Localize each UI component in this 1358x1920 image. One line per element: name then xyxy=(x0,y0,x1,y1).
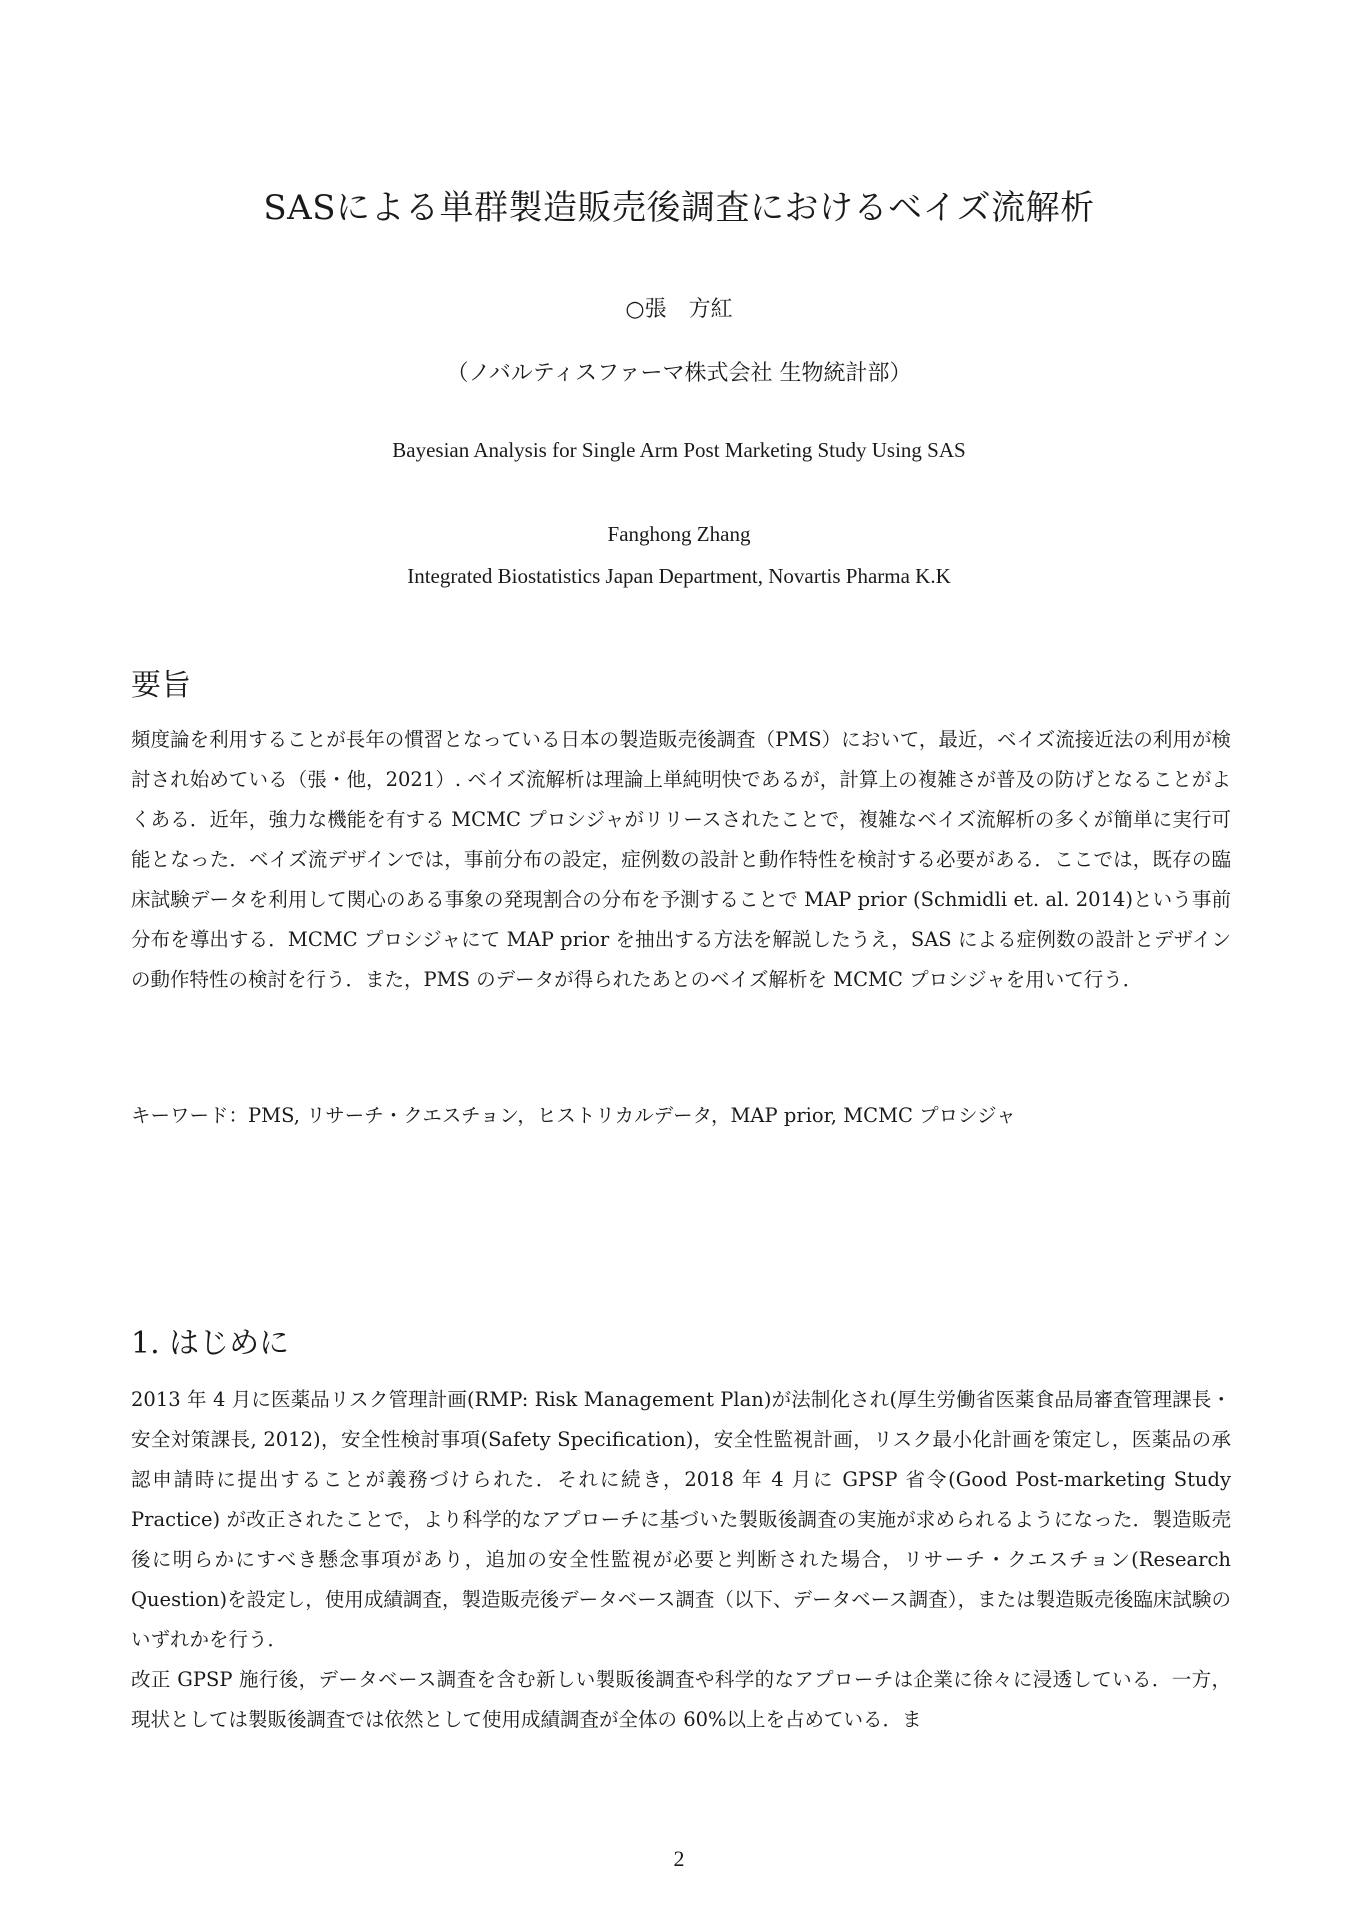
abstract-heading: 要旨 xyxy=(131,668,191,703)
intro-heading: 1. はじめに xyxy=(131,1326,290,1361)
affiliation-ja: （ノバルティスファーマ株式会社 生物統計部） xyxy=(446,361,912,386)
paper-title-ja: SASによる単群製造販売後調査におけるベイズ流解析 xyxy=(263,188,1095,228)
page-number: 2 xyxy=(673,1846,685,1871)
intro-paragraph-1: 2013 年 4 月に医薬品リスク管理計画(RMP: Risk Management Plan)が法制化され(厚生労働省医薬食品局審査管理課長・安全対策課長, 2012)，安全性検討事項(Safety Specification)，安全性監視計画，リスク最小化計画を策定し，医薬品の承認申請時に提出することが義務づけられた．それに続き，2018 年 4 月に GPSP 省令(Good Post-marketing Study Practice) が改正されたことで，より科学的なアプローチに基づいた製販後調査の実施が求められるようになった．製造販売後に明らかにすべき懸念事項があり，追加の安全性監視が必要と判断された場合，リサーチ・クエスチョン(Research Question)を設定し，使用成績調査，製造販売後データベース調査（以下、データベース調査），または製造販売後臨床試験のいずれかを行う． xyxy=(131,1388,1231,1651)
author-name-en: Fanghong Zhang xyxy=(607,522,751,546)
intro-paragraph-2: 改正 GPSP 施行後，データベース調査を含む新しい製販後調査や科学的なアプローチは企業に徐々に浸透している．一方，現状としては製販後調査では依然として使用成績調査が全体の 60%以上を占めている．ま xyxy=(131,1668,1231,1731)
abstract-body: 頻度論を利用することが長年の慣習となっている日本の製造販売後調査（PMS）において，最近，ベイズ流接近法の利用が検討され始めている（張・他，2021）. ベイズ流解析は理論上単純明快であるが，計算上の複雑さが普及の防げとなることがよくある．近年，強力な機能を有する MCMC プロシジャがリリースされたことで，複雑なベイズ流解析の多くが簡単に実行可能となった．ベイズ流デザインでは，事前分布の設定，症例数の設計と動作特性を検討する必要がある．ここでは，既存の臨床試験データを利用して関心のある事象の発現割合の分布を予測することで MAP prior (Schmidli et. al. 2014)という事前分布を導出する．MCMC プロシジャにて MAP prior を抽出する方法を解説したうえ，SAS による症例数の設計とデザインの動作特性の検討を行う．また，PMS のデータが得られたあとのベイズ解析を MCMC プロシジャを用いて行う． xyxy=(131,728,1231,991)
author-name-ja: ○張 方紅 xyxy=(625,297,733,322)
paper-title-en: Bayesian Analysis for Single Arm Post Marketing Study Using SAS xyxy=(392,438,966,462)
affiliation-en: Integrated Biostatistics Japan Department, Novartis Pharma K.K xyxy=(407,564,951,588)
keywords-line: キーワード：PMS, リサーチ・クエスチョン，ヒストリカルデータ，MAP prior, MCMC プロシジャ xyxy=(131,1104,1016,1127)
